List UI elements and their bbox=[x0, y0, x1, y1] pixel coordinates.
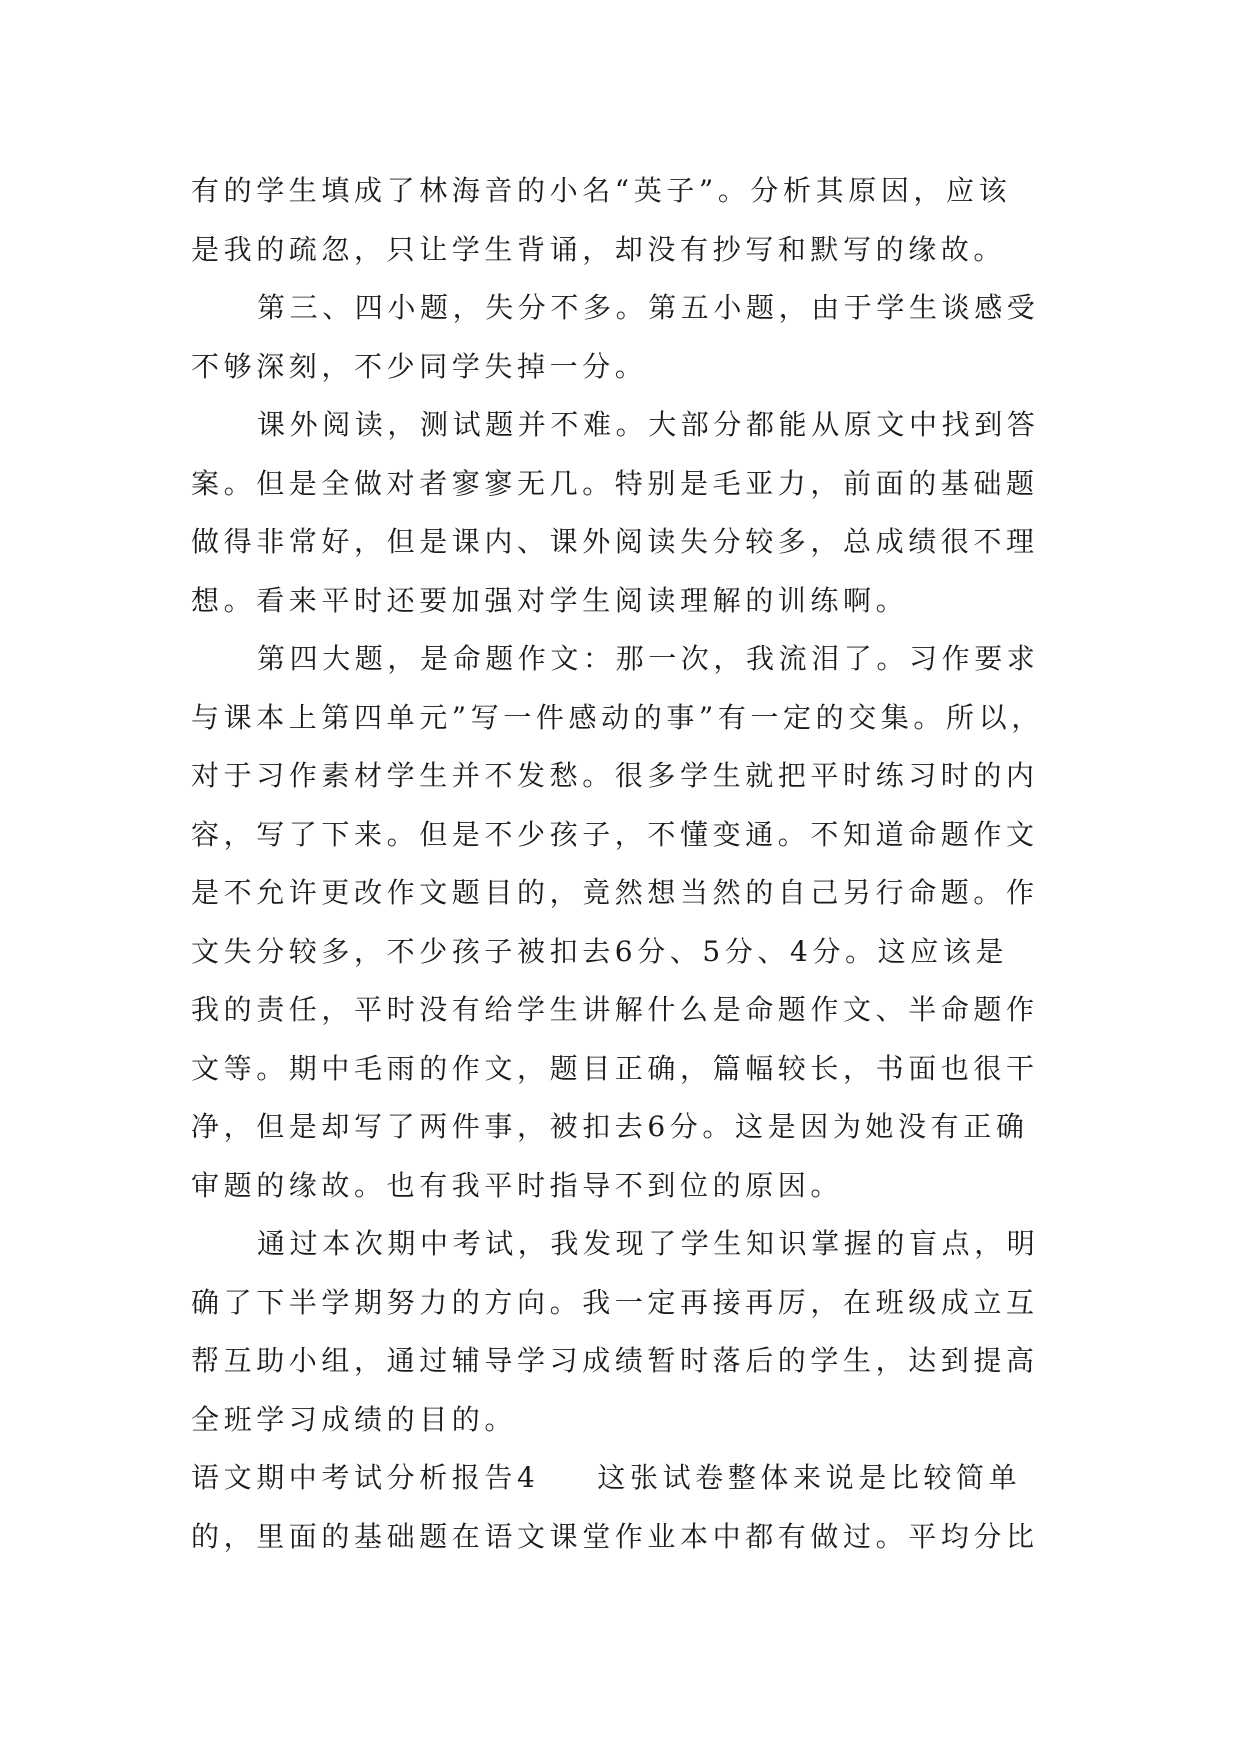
paragraph-start-line: 课外阅读，测试题并不难。大部分都能从原文中找到答 bbox=[257, 408, 1040, 441]
text-line: 对于习作素材学生并不发愁。很多学生就把平时练习时的内 bbox=[191, 759, 1039, 792]
text-line: 不够深刻，不少同学失掉一分。 bbox=[191, 349, 648, 383]
paragraph-start-line: 第四大题，是命题作文：那一次，我流泪了。习作要求 bbox=[257, 642, 1040, 675]
text-line: 与课本上第四单元”写一件感动的事”有一定的交集。所以， bbox=[191, 700, 1044, 734]
text-line: 审题的缘故。也有我平时指导不到位的原因。 bbox=[191, 1168, 844, 1202]
text-line: 净，但是却写了两件事，被扣去6分。这是因为她没有正确 bbox=[191, 1110, 1029, 1143]
section-heading: 语文期中考试分析报告4 bbox=[191, 1461, 540, 1494]
text-line: 帮互助小组，通过辅导学习成绩暂时落后的学生，达到提高 bbox=[191, 1344, 1039, 1377]
text-line: 确了下半学期努力的方向。我一定再接再厉，在班级成立互 bbox=[191, 1285, 1039, 1319]
text-line: 文失分较多，不少孩子被扣去6分、5分、4分。这应该是 bbox=[191, 934, 1009, 968]
text-line: 容，写了下来。但是不少孩子，不懂变通。不知道命题作文 bbox=[191, 817, 1039, 851]
text-line: 做得非常好，但是课内、课外阅读失分较多，总成绩很不理 bbox=[191, 525, 1039, 558]
paragraph-start-line: 通过本次期中考试，我发现了学生知识掌握的盲点，明 bbox=[257, 1227, 1040, 1260]
text-line: 想。看来平时还要加强对学生阅读理解的训练啊。 bbox=[191, 583, 909, 617]
section-heading-line bbox=[191, 1449, 1051, 1508]
text-line: 是不允许更改作文题目的，竟然想当然的自己另行命题。作 bbox=[191, 876, 1039, 909]
section-first-line: 这张试卷整体来说是比较简单 bbox=[597, 1461, 1022, 1494]
text-line: 的，里面的基础题在语文课堂作业本中都有做过。平均分比 bbox=[191, 1519, 1039, 1553]
text-line: 是我的疏忽，只让学生背诵，却没有抄写和默写的缘故。 bbox=[191, 232, 1007, 266]
paragraph-start-line: 第三、四小题，失分不多。第五小题，由于学生谈感受 bbox=[257, 291, 1040, 324]
text-line: 有的学生填成了林海音的小名“英子”。分析其原因，应该 bbox=[191, 174, 1012, 207]
text-line: 文等。期中毛雨的作文，题目正确，篇幅较长，书面也很干 bbox=[191, 1051, 1039, 1085]
text-line: 全班学习成绩的目的。 bbox=[191, 1402, 518, 1436]
text-line: 案。但是全做对者寥寥无几。特别是毛亚力，前面的基础题 bbox=[191, 466, 1039, 500]
document-page bbox=[191, 162, 1051, 1566]
text-line: 我的责任，平时没有给学生讲解什么是命题作文、半命题作 bbox=[191, 993, 1039, 1026]
